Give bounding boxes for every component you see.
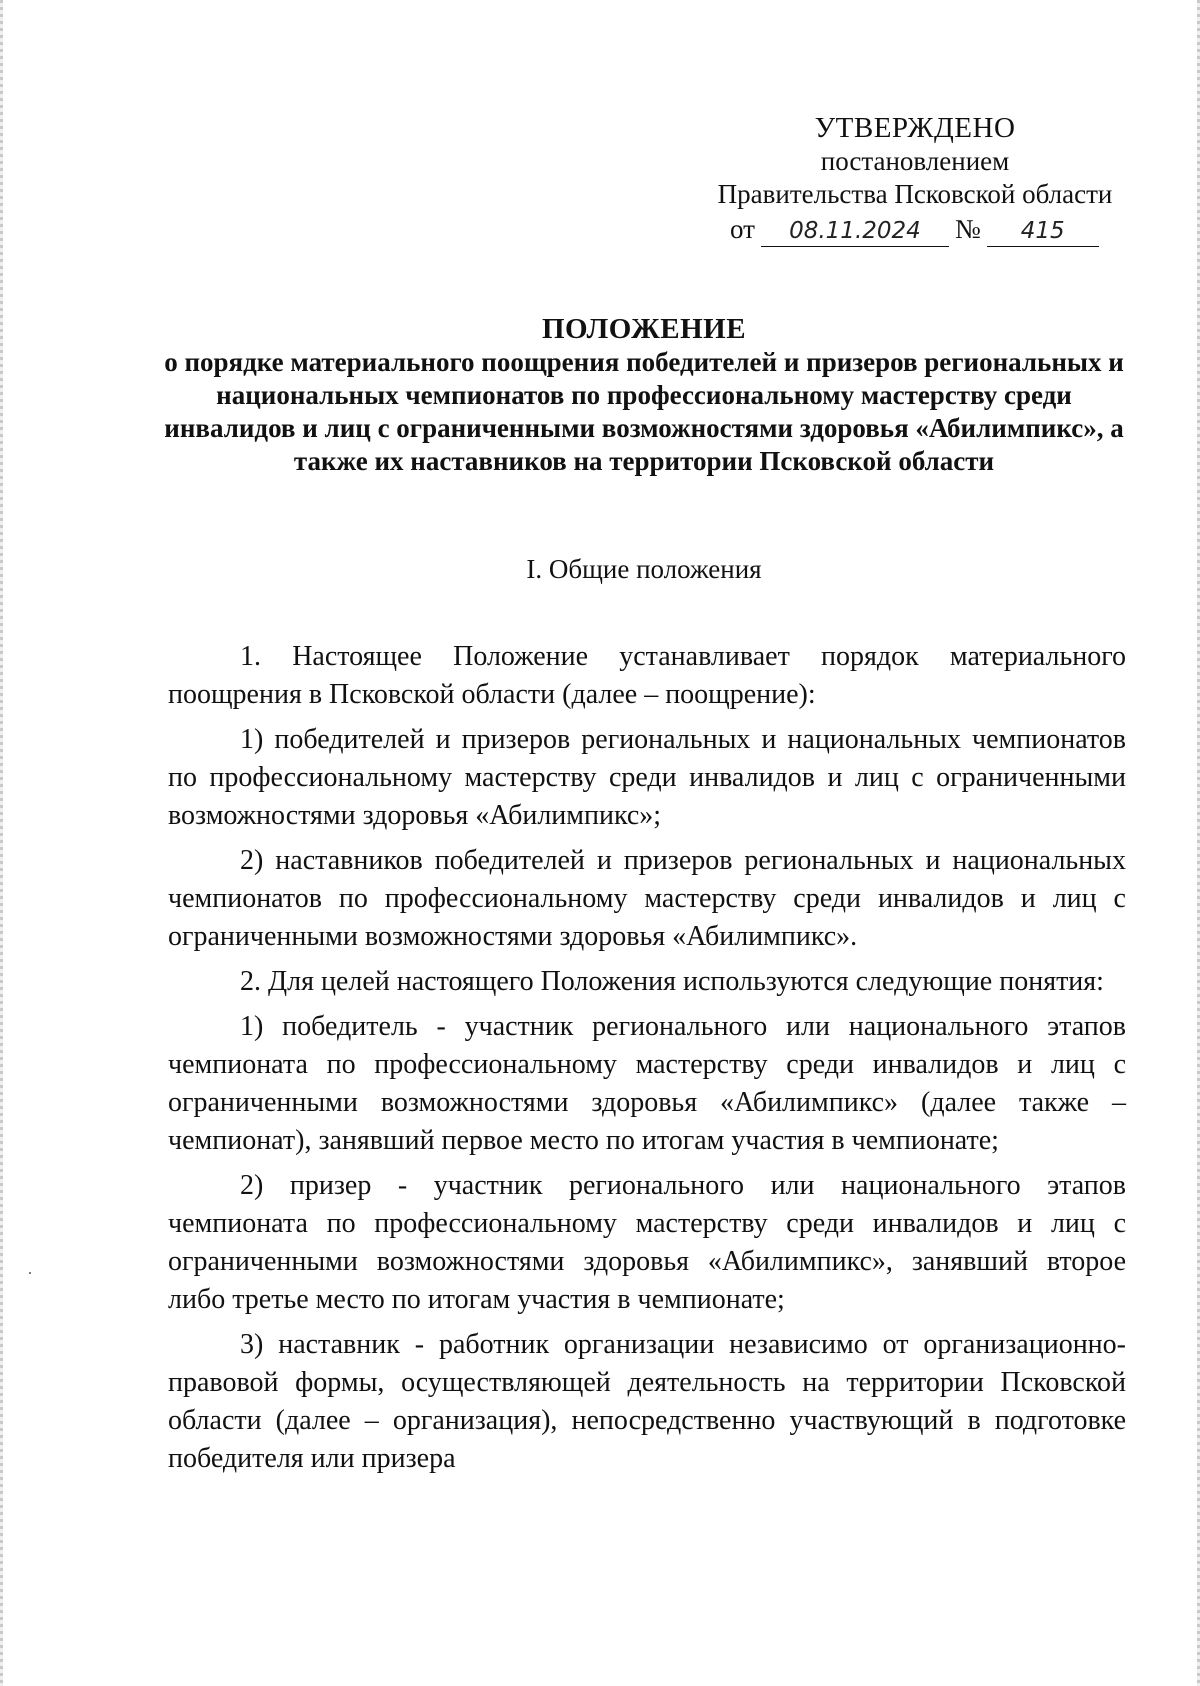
- document-body: [168, 638, 1126, 1485]
- paragraph-1-item-1: 1) победителей и призеров региональных и национальных чемпионатов по профессиональному мастерству среди инвалидов и лиц с ограниченными возможностями здоровья «Абилимпикс»;: [168, 724, 1126, 831]
- document-subtitle: о порядке материального поощрения победителей и призеров региональных и национальных чемпионатов по профессиональному мастерству среди инвалидов и лиц с ограниченными возможностями здоровья «Абилимпикс», а также их наставников на территории Псковской области: [164, 347, 1124, 476]
- paragraph-1: 1. Настоящее Положение устанавливает порядок материального поощрения в Псковской области (далее – поощрение):: [168, 641, 1126, 710]
- approval-line-decree: постановлением: [820, 146, 1010, 176]
- paragraph-2-item-3: 3) наставник - работник организации независимо от организационно-правовой формы, осуществляющей деятельность на территории Псковской области (далее – организация), непосредственно участвующий в подготовке победителя или призера: [168, 1329, 1126, 1474]
- document-title-block: [160, 313, 1128, 478]
- paragraph-1-item-2: 2) наставников победителей и призеров региональных и национальных чемпионатов по профессиональному мастерству среди инвалидов и лиц с ограниченными возможностями здоровья «Абилимпикс».: [168, 845, 1126, 952]
- approval-stamp-block: [690, 112, 1140, 247]
- document-title: ПОЛОЖЕНИЕ: [541, 313, 747, 345]
- paragraph-2-item-2: 2) призер - участник регионального или национального этапов чемпионата по профессиональному мастерству среди инвалидов и лиц с ограниченными возможностями здоровья «Абилимпикс», занявший второе либо третье место по итогам участия в чемпионате;: [168, 1170, 1126, 1315]
- scan-speck: [29, 1272, 31, 1274]
- approval-line-authority: Правительства Псковской области: [717, 179, 1113, 209]
- date-prefix: от: [730, 214, 755, 244]
- paragraph-2-item-1: 1) победитель - участник регионального или национального этапов чемпионата по профессиональному мастерству среди инвалидов и лиц с ограниченными возможностями здоровья «Абилимпикс» (далее также – чемпионат), занявший первое место по итогам участия в чемпионате;: [168, 1011, 1126, 1156]
- approved-title: УТВЕРЖДЕНО: [814, 112, 1016, 144]
- handwritten-number: 415: [987, 216, 1099, 247]
- approval-date-line: [690, 213, 1140, 247]
- paragraph-2: 2. Для целей настоящего Положения используются следующие понятия:: [240, 966, 1104, 997]
- handwritten-date: 08.11.2024: [761, 216, 949, 247]
- number-prefix: №: [954, 214, 981, 244]
- scan-edge-left: [0, 0, 3, 1686]
- section-heading: I. Общие положения: [526, 554, 762, 584]
